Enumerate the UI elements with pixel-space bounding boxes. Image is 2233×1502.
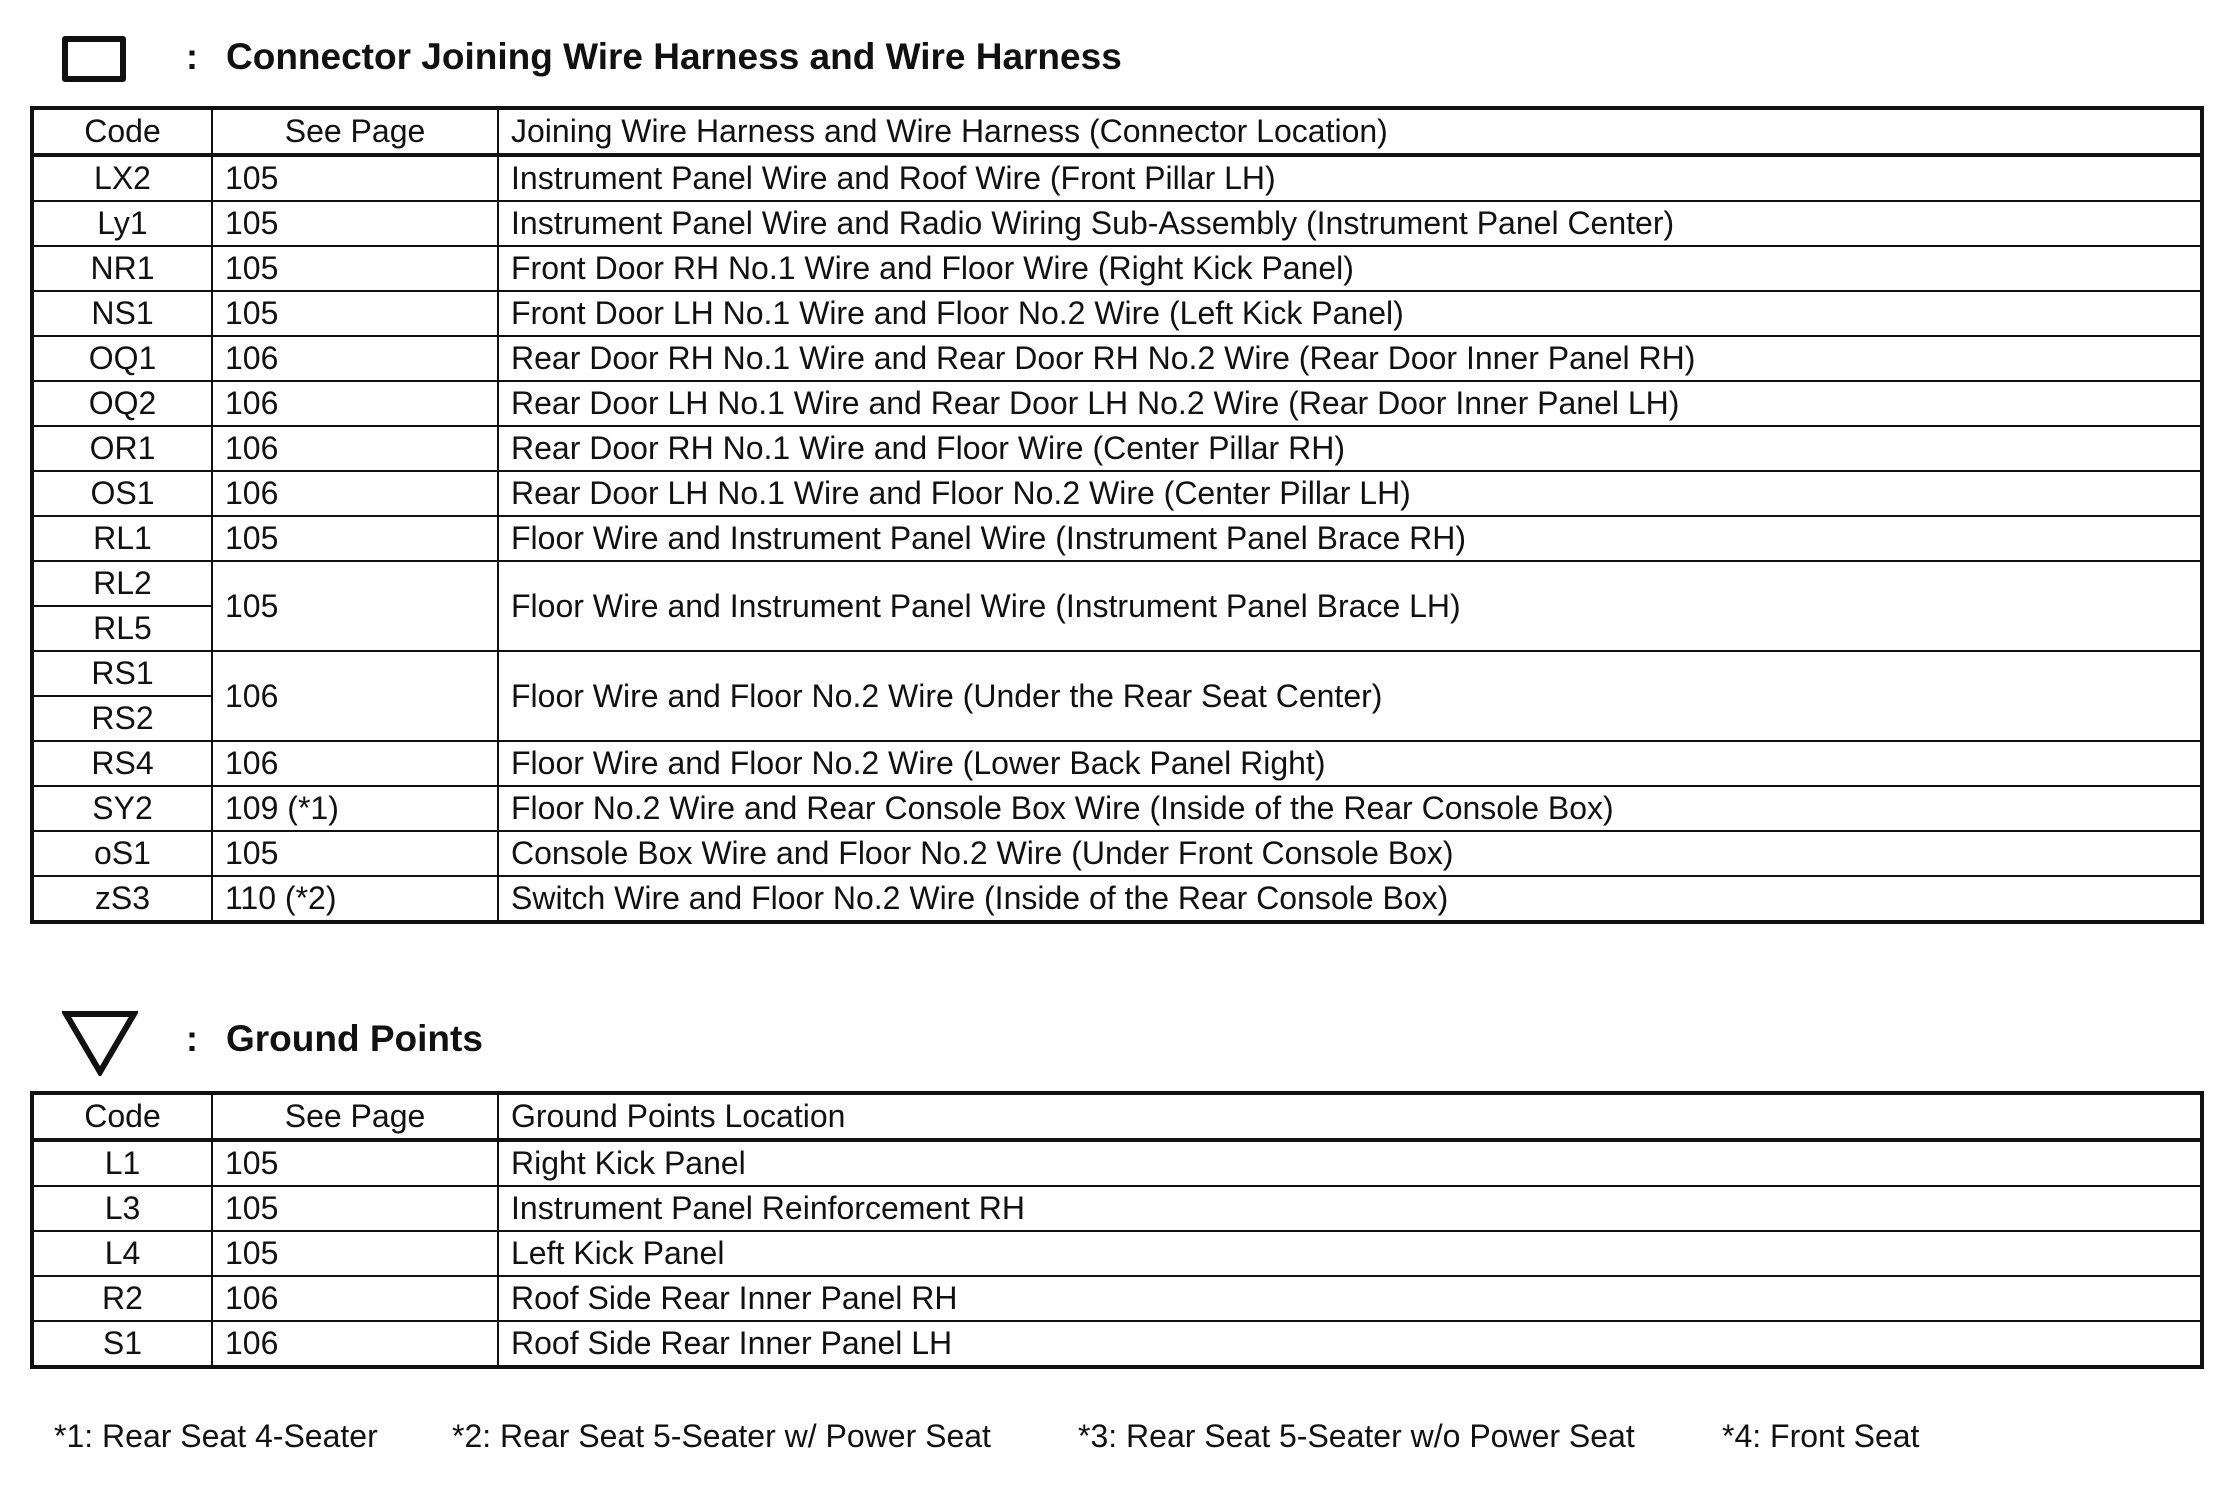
see-page-cell: 106 [212, 381, 498, 426]
table-row [32, 381, 2202, 426]
see-page-cell: 106 [212, 471, 498, 516]
code-cell: L4 [32, 1231, 212, 1276]
location-cell: Instrument Panel Wire and Roof Wire (Front Pillar LH) [498, 155, 2202, 201]
footnote: *1: Rear Seat 4-Seater [54, 1418, 378, 1454]
inverted-triangle-icon [62, 1010, 138, 1076]
column-header-location: Ground Points Location [498, 1093, 2202, 1140]
table-row [32, 246, 2202, 291]
code-cell: OQ2 [32, 381, 212, 426]
connector-section-header [0, 18, 2233, 98]
footnotes [54, 1418, 2204, 1462]
code-cell: RL5 [32, 606, 212, 651]
see-page-cell: 105 [212, 291, 498, 336]
connector-table [30, 106, 2204, 924]
table-row [32, 336, 2202, 381]
table-row [32, 561, 2202, 606]
location-cell: Console Box Wire and Floor No.2 Wire (Under Front Console Box) [498, 831, 2202, 876]
code-cell: LX2 [32, 155, 212, 201]
table-row [32, 786, 2202, 831]
location-cell: Roof Side Rear Inner Panel RH [498, 1276, 2202, 1321]
table-row [32, 201, 2202, 246]
code-cell: L1 [32, 1140, 212, 1186]
see-page-cell: 105 [212, 561, 498, 651]
location-cell: Rear Door LH No.1 Wire and Rear Door LH No.2 Wire (Rear Door Inner Panel LH) [498, 381, 2202, 426]
location-cell: Left Kick Panel [498, 1231, 2202, 1276]
code-cell: zS3 [32, 876, 212, 922]
location-cell: Instrument Panel Reinforcement RH [498, 1186, 2202, 1231]
table-row [32, 1186, 2202, 1231]
rounded-rectangle-icon [62, 36, 126, 82]
ground-section-title: Ground Points [226, 1018, 483, 1059]
see-page-cell: 106 [212, 1276, 498, 1321]
location-cell: Front Door LH No.1 Wire and Floor No.2 Wire (Left Kick Panel) [498, 291, 2202, 336]
code-cell: RL1 [32, 516, 212, 561]
column-header-location: Joining Wire Harness and Wire Harness (Connector Location) [498, 108, 2202, 155]
code-cell: OS1 [32, 471, 212, 516]
code-cell: R2 [32, 1276, 212, 1321]
code-cell: Ly1 [32, 201, 212, 246]
table-row [32, 1276, 2202, 1321]
code-cell: oS1 [32, 831, 212, 876]
code-cell: S1 [32, 1321, 212, 1367]
table-row [32, 516, 2202, 561]
location-cell: Instrument Panel Wire and Radio Wiring Sub-Assembly (Instrument Panel Center) [498, 201, 2202, 246]
table-row [32, 1140, 2202, 1186]
code-cell: RS2 [32, 696, 212, 741]
column-header-code: Code [32, 1093, 212, 1140]
code-cell: RS4 [32, 741, 212, 786]
connector-header-colon: : [186, 36, 198, 77]
see-page-cell: 105 [212, 201, 498, 246]
column-header-see-page: See Page [212, 1093, 498, 1140]
location-cell: Floor Wire and Instrument Panel Wire (Instrument Panel Brace RH) [498, 516, 2202, 561]
code-cell: RS1 [32, 651, 212, 696]
ground-header-colon: : [186, 1018, 198, 1059]
see-page-cell: 105 [212, 1186, 498, 1231]
footnote: *4: Front Seat [1722, 1418, 1920, 1454]
location-cell: Floor Wire and Floor No.2 Wire (Under the Rear Seat Center) [498, 651, 2202, 741]
see-page-cell: 110 (*2) [212, 876, 498, 922]
column-header-see-page: See Page [212, 108, 498, 155]
location-cell: Right Kick Panel [498, 1140, 2202, 1186]
table-row [32, 651, 2202, 696]
location-cell: Switch Wire and Floor No.2 Wire (Inside of the Rear Console Box) [498, 876, 2202, 922]
see-page-cell: 109 (*1) [212, 786, 498, 831]
location-cell: Rear Door LH No.1 Wire and Floor No.2 Wire (Center Pillar LH) [498, 471, 2202, 516]
ground-points-table [30, 1091, 2204, 1369]
location-cell: Roof Side Rear Inner Panel LH [498, 1321, 2202, 1367]
connector-table-header-row [32, 108, 2202, 155]
table-row [32, 831, 2202, 876]
see-page-cell: 105 [212, 155, 498, 201]
connector-section-title: Connector Joining Wire Harness and Wire Harness [226, 36, 1122, 77]
code-cell: NS1 [32, 291, 212, 336]
see-page-cell: 105 [212, 1231, 498, 1276]
see-page-cell: 106 [212, 426, 498, 471]
code-cell: OR1 [32, 426, 212, 471]
location-cell: Front Door RH No.1 Wire and Floor Wire (Right Kick Panel) [498, 246, 2202, 291]
table-row [32, 741, 2202, 786]
location-cell: Floor No.2 Wire and Rear Console Box Wire (Inside of the Rear Console Box) [498, 786, 2202, 831]
see-page-cell: 106 [212, 741, 498, 786]
table-row [32, 471, 2202, 516]
table-row [32, 1231, 2202, 1276]
see-page-cell: 105 [212, 831, 498, 876]
ground-section-header [0, 1000, 2233, 1080]
location-cell: Floor Wire and Floor No.2 Wire (Lower Back Panel Right) [498, 741, 2202, 786]
footnote: *3: Rear Seat 5-Seater w/o Power Seat [1078, 1418, 1635, 1454]
code-cell: OQ1 [32, 336, 212, 381]
table-row [32, 155, 2202, 201]
code-cell: L3 [32, 1186, 212, 1231]
see-page-cell: 106 [212, 336, 498, 381]
table-row [32, 426, 2202, 471]
location-cell: Rear Door RH No.1 Wire and Rear Door RH No.2 Wire (Rear Door Inner Panel RH) [498, 336, 2202, 381]
table-row [32, 1321, 2202, 1367]
see-page-cell: 106 [212, 651, 498, 741]
code-cell: SY2 [32, 786, 212, 831]
location-cell: Rear Door RH No.1 Wire and Floor Wire (Center Pillar RH) [498, 426, 2202, 471]
table-row [32, 291, 2202, 336]
table-row [32, 876, 2202, 922]
see-page-cell: 106 [212, 1321, 498, 1367]
see-page-cell: 105 [212, 1140, 498, 1186]
code-cell: RL2 [32, 561, 212, 606]
see-page-cell: 105 [212, 516, 498, 561]
footnote: *2: Rear Seat 5-Seater w/ Power Seat [452, 1418, 991, 1454]
location-cell: Floor Wire and Instrument Panel Wire (Instrument Panel Brace LH) [498, 561, 2202, 651]
code-cell: NR1 [32, 246, 212, 291]
column-header-code: Code [32, 108, 212, 155]
ground-table-header-row [32, 1093, 2202, 1140]
see-page-cell: 105 [212, 246, 498, 291]
